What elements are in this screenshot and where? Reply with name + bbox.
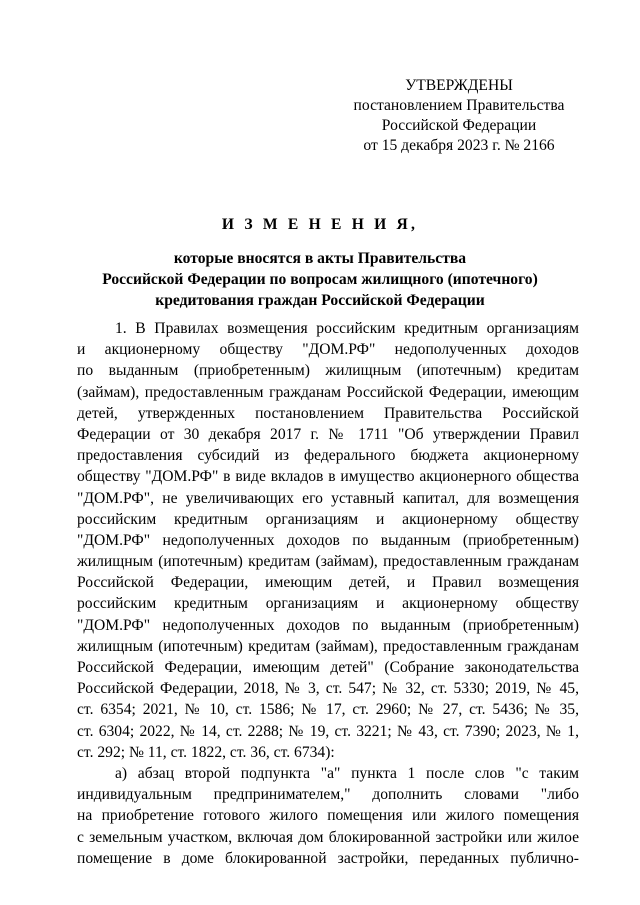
body-line: (займам), предоставленным гражданам Российской Федерации, имеющим [77, 383, 579, 401]
body-line: российским кредитным организациям и акционерному обществу [77, 595, 579, 613]
approval-line: от 15 декабря 2023 г. № 2166 [363, 137, 555, 154]
body-line: Российской Федерации, 2018, № 3, ст. 547; № 32, ст. 5330; 2019, № 45, [77, 680, 579, 698]
body-line: с земельным участком, включая дом блокированной застройки или жилое [77, 828, 579, 846]
subtitle-line: которые вносятся в акты Правительства [173, 250, 467, 267]
body-line: "ДОМ.РФ", не увеличивающих его уставный капитал, для возмещения [77, 489, 579, 507]
body-line: "ДОМ.РФ" недополученных доходов по выданным (приобретенным) [77, 616, 579, 634]
body-line: жилищным (ипотечным) кредитам (займам), предоставленным гражданам [77, 553, 579, 571]
body-line: обществу "ДОМ.РФ" в виде вкладов в имущество акционерного общества [77, 468, 579, 486]
subtitle-line: Российской Федерации по вопросам жилищного (ипотечного) [102, 271, 538, 288]
approval-line: Российской Федерации [381, 117, 537, 134]
body-line: помещение в доме блокированной застройки, переданных публично- [77, 849, 579, 867]
body-line: по выданным (приобретенным) жилищным (ипотечным) кредитам [77, 362, 579, 380]
body-line: а) абзац второй подпункта "а" пункта 1 после слов "с таким [115, 764, 579, 782]
document-body [77, 318, 579, 869]
approval-stamp [344, 76, 574, 156]
approval-line: УТВЕРЖДЕНЫ [405, 77, 513, 94]
body-line: на приобретение готового жилого помещения или жилого помещения [77, 807, 579, 825]
body-line: 1. В Правилах возмещения российским кредитным организациям [115, 320, 579, 337]
body-line: ст. 292; № 11, ст. 1822, ст. 36, ст. 6734): [77, 743, 335, 761]
body-line: индивидуальным предпринимателем," дополнить словами "либо [77, 786, 579, 804]
body-line: жилищным (ипотечным) кредитам (займам), предоставленным гражданам [77, 637, 579, 655]
body-line: Федерации от 30 декабря 2017 г. № 1711 "Об утверждении Правил [77, 425, 579, 443]
body-line: российским кредитным организациям и акционерному обществу [77, 510, 579, 528]
body-line: ст. 6354; 2021, № 10, ст. 1586; № 17, ст. 2960; № 27, ст. 5436; № 35, [77, 701, 579, 719]
body-line: "ДОМ.РФ" недополученных доходов по выданным (приобретенным) [77, 531, 579, 549]
body-line: и акционерному обществу "ДОМ.РФ" недополученных доходов [77, 341, 579, 359]
body-line: ст. 6304; 2022, № 14, ст. 2288; № 19, ст. 3221; № 43, ст. 7390; 2023, № 1, [77, 722, 579, 740]
approval-line: постановлением Правительства [353, 97, 565, 114]
document-subtitle [64, 248, 576, 311]
body-line: детей, утвержденных постановлением Правительства Российской [77, 404, 579, 422]
document-heading [64, 214, 576, 311]
subtitle-line: кредитования граждан Российской Федерации [155, 292, 485, 309]
body-line: Российской Федерации, имеющим детей, и Правил возмещения [77, 574, 579, 592]
body-line: предоставления субсидий из федерального бюджета акционерному [77, 447, 579, 465]
document-title: И З М Е Н Е Н И Я, [221, 216, 419, 233]
body-line: Российской Федерации, имеющим детей" (Собрание законодательства [77, 659, 579, 676]
